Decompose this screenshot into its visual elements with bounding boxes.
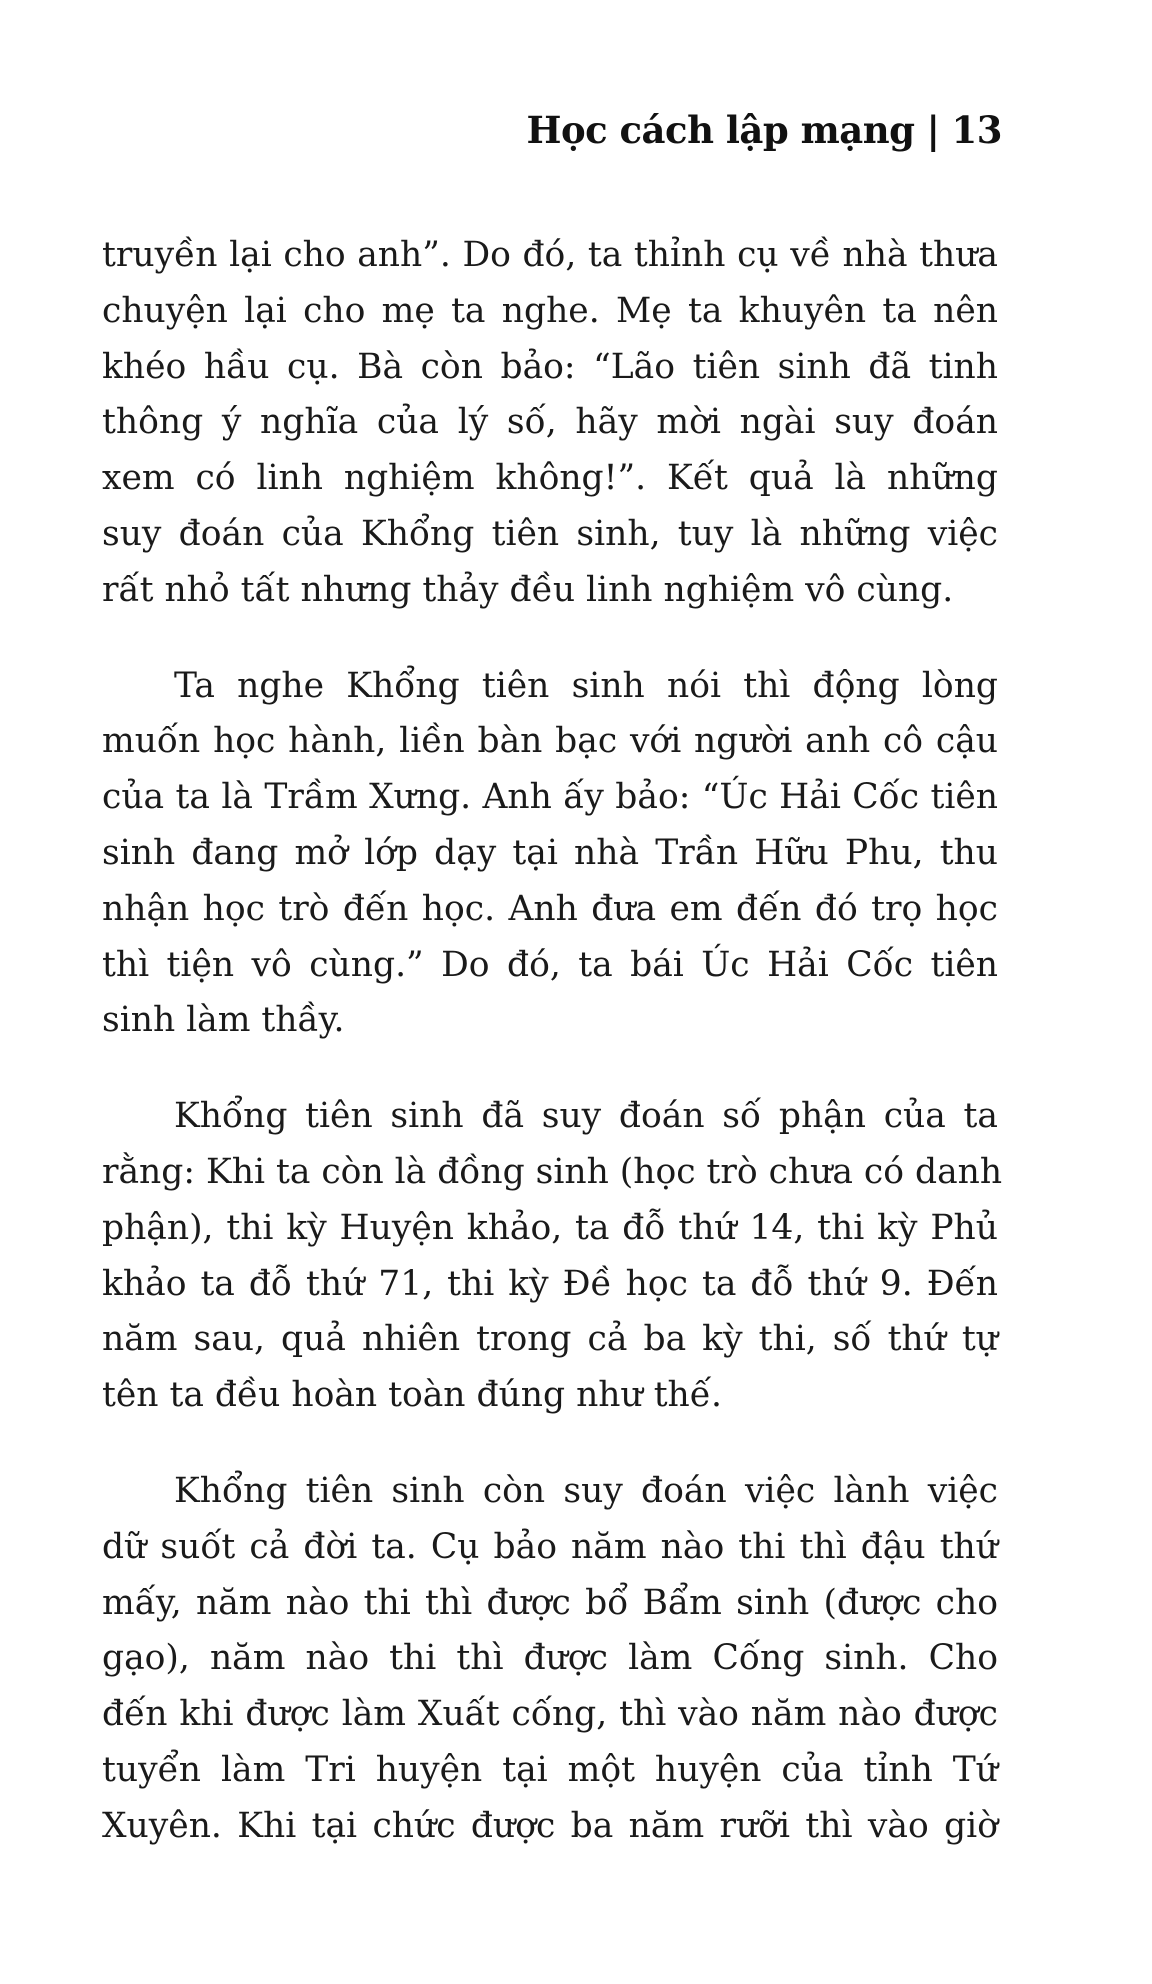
paragraph-2	[102, 659, 998, 1050]
text-line: sinh làm thầy.	[102, 1000, 345, 1041]
text-line: truyền lại cho anh”. Do đó, ta thỉnh cụ về nhà thưa	[102, 235, 998, 275]
text-line: nhận học trò đến học. Anh đưa em đến đó trọ học	[102, 888, 998, 929]
text-line: Ta nghe Khổng tiên sinh nói thì động lòng	[174, 665, 998, 706]
text-line: năm sau, quả nhiên trong cả ba kỳ thi, số thứ tự	[102, 1319, 998, 1360]
text-line: khảo ta đỗ thứ 71, thi kỳ Đề học ta đỗ thứ 9. Đến	[102, 1263, 998, 1304]
running-title: Học cách lập mạng	[526, 108, 915, 152]
text-line: tên ta đều hoàn toàn đúng như thế.	[102, 1375, 722, 1416]
text-line: dữ suốt cả đời ta. Cụ bảo năm nào thi thì đậu thứ	[102, 1526, 998, 1567]
text-line: Khổng tiên sinh đã suy đoán số phận của ta	[174, 1096, 998, 1137]
text-line: thì tiện vô cùng.” Do đó, ta bái Úc Hải Cốc tiên	[102, 944, 998, 985]
text-line: gạo), năm nào thi thì được làm Cống sinh. Cho	[102, 1638, 998, 1679]
running-header	[526, 108, 1002, 152]
text-line: Khổng tiên sinh còn suy đoán việc lành việc	[174, 1470, 998, 1511]
text-line: suy đoán của Khổng tiên sinh, tuy là những việc	[102, 513, 998, 554]
text-line: chuyện lại cho mẹ ta nghe. Mẹ ta khuyên ta nên	[102, 290, 998, 331]
text-line: đến khi được làm Xuất cống, thì vào năm nào được	[102, 1694, 998, 1735]
text-line: thông ý nghĩa của lý số, hãy mời ngài suy đoán	[102, 402, 998, 443]
text-line: xem có linh nghiệm không!”. Kết quả là những	[102, 458, 998, 499]
text-line: sinh đang mở lớp dạy tại nhà Trần Hữu Phu, thu	[102, 832, 998, 873]
paragraph-1	[102, 228, 998, 619]
header-separator: |	[926, 108, 940, 152]
text-line: tuyển làm Tri huyện tại một huyện của tỉnh Tứ	[102, 1749, 998, 1790]
paragraph-3	[102, 1089, 1003, 1424]
text-line: Xuyên. Khi tại chức được ba năm rưỡi thì vào giờ	[102, 1805, 998, 1846]
body-text	[102, 228, 1003, 1895]
paragraph-4	[102, 1464, 998, 1855]
page-number: 13	[951, 108, 1002, 152]
text-line: khéo hầu cụ. Bà còn bảo: “Lão tiên sinh đã tinh	[102, 346, 998, 387]
text-line: rất nhỏ tất nhưng thảy đều linh nghiệm vô cùng.	[102, 569, 954, 610]
text-line: rằng: Khi ta còn là đồng sinh (học trò chưa có danh	[102, 1151, 1003, 1192]
text-line: muốn học hành, liền bàn bạc với người anh cô cậu	[102, 721, 998, 762]
text-line: phận), thi kỳ Huyện khảo, ta đỗ thứ 14, thi kỳ Phủ	[102, 1207, 998, 1248]
text-line: của ta là Trầm Xưng. Anh ấy bảo: “Úc Hải Cốc tiên	[102, 777, 998, 818]
text-line: mấy, năm nào thi thì được bổ Bẩm sinh (được cho	[102, 1582, 998, 1623]
